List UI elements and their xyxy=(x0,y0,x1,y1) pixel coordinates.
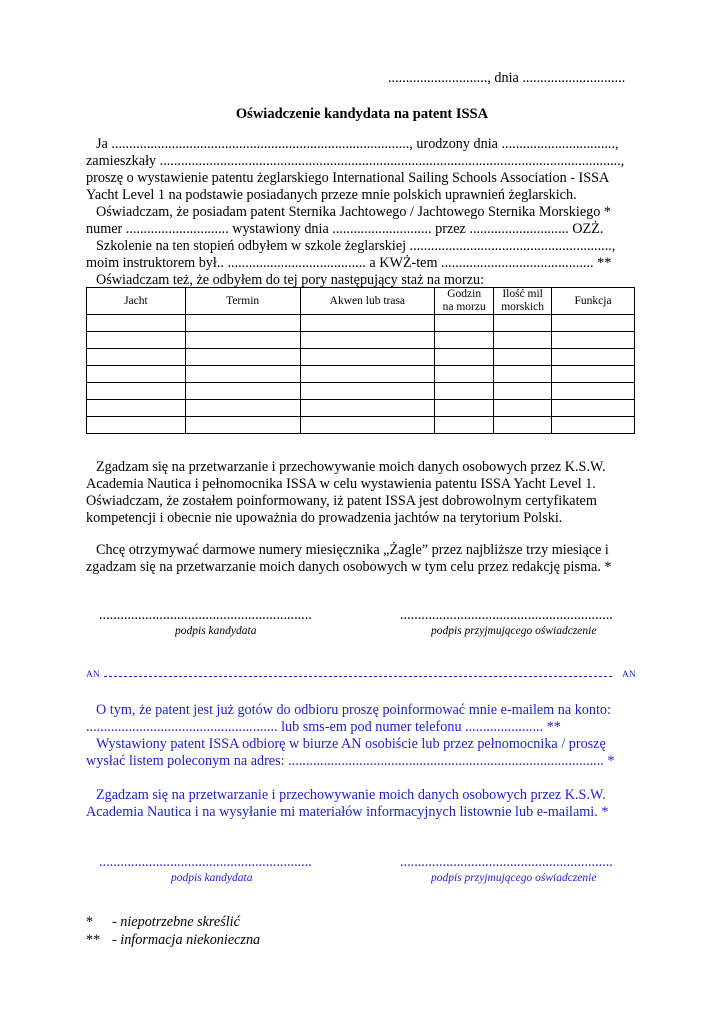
declaration-line-7: Szkolenie na ten stopień odbyłem w szkole żeglarskiej ........................................................., xyxy=(96,238,616,254)
signature-line-candidate-2[interactable]: ............................................................ xyxy=(99,854,312,870)
table-row xyxy=(87,417,635,434)
pickup-line-3: Wystawiony patent ISSA odbiorę w biurze AN osobiście lub przez pełnomocnika / proszę xyxy=(96,736,606,752)
header-mil: Ilość mil morskich xyxy=(494,288,552,315)
header-godzin: Godzin na morzu xyxy=(435,288,494,315)
signature-line-receiver-2[interactable]: ............................................................ xyxy=(400,854,613,870)
signature-line-candidate[interactable]: ............................................................ xyxy=(99,607,312,623)
footnote-1-mark: * xyxy=(86,914,94,930)
table-row xyxy=(87,383,635,400)
page-title: Oświadczenie kandydata na patent ISSA xyxy=(235,106,489,122)
signature-label-receiver-2: podpis przyjmującego oświadczenie xyxy=(431,872,597,884)
magazine-line: zgadzam się na przetwarzanie moich danych osobowych w tym celu przez redakcję pisma. * xyxy=(86,559,612,575)
declaration-line-1: Ja ...................................................................................., urodzony dnia ................................, xyxy=(96,136,619,152)
footnote-2-mark: ** xyxy=(86,932,101,948)
declaration-line-5: Oświadczam, że posiadam patent Sternika Jachtowego / Jachtowego Sternika Morskiego * xyxy=(96,204,611,220)
consent-paragraph xyxy=(86,459,635,527)
date-line: ............................, dnia ............................. xyxy=(388,70,626,86)
sea-experience-table xyxy=(86,287,635,434)
declaration-line-4: Yacht Level 1 na podstawie posiadanych przeze mnie polskich uprawnień żeglarskich. xyxy=(86,187,577,203)
footnote-2-text: - informacja niekonieczna xyxy=(112,932,261,948)
table-row xyxy=(87,315,635,332)
pickup-line-4: wysłać listem poleconym na adres: ......................................................................................... * xyxy=(86,753,615,769)
consent-line: Zgadzam się na przetwarzanie i przechowywanie moich danych osobowych przez K.S.W. xyxy=(96,459,606,475)
signature-label-candidate: podpis kandydata xyxy=(175,625,257,637)
pickup-line-1: O tym, że patent jest już gotów do odbioru proszę poinformować mnie e-mailem na konto: xyxy=(96,702,611,718)
an-consent-paragraph xyxy=(86,787,635,821)
signature-label-candidate-2: podpis kandydata xyxy=(171,872,253,884)
pickup-line-2: ...................................................... lub sms-em pod numer telefonu ...................... ** xyxy=(86,719,561,735)
consent-line: Academia Nautica i pełnomocnika ISSA w celu wystawienia patentu ISSA Yacht Level 1. xyxy=(86,476,596,492)
signature-label-receiver: podpis przyjmującego oświadczenie xyxy=(431,625,597,637)
pickup-info-block xyxy=(86,702,635,770)
header-termin: Termin xyxy=(185,288,300,315)
consent-line: Oświadczam, że zostałem poinformowany, iż patent ISSA jest dobrowolnym certyfikatem xyxy=(86,493,597,509)
table-header-row xyxy=(87,288,635,315)
declaration-line-8: moim instruktorem był.. ....................................... a KWŻ-tem ........................................... ** xyxy=(86,255,612,271)
declaration-line-3: proszę o wystawienie patentu żeglarskiego International Sailing Schools Association - ISSA xyxy=(86,170,610,186)
declaration-line-6: numer ............................. wystawiony dnia ............................ przez ............................ OZŻ. xyxy=(86,221,604,237)
magazine-paragraph xyxy=(86,542,635,576)
header-jacht: Jacht xyxy=(87,288,186,315)
table-row xyxy=(87,400,635,417)
an-consent-line: Academia Nautica i na wysyłanie mi materiałów informacyjnych listownie lub e-mailami. * xyxy=(86,804,609,820)
header-akwen: Akwen lub trasa xyxy=(300,288,435,315)
table-row xyxy=(87,332,635,349)
an-marker-left: AN xyxy=(86,670,100,680)
magazine-line: Chcę otrzymywać darmowe numery miesięcznika „Żagle” przez najbliższe trzy miesiące i xyxy=(96,542,609,558)
footnote-1-text: - niepotrzebne skreślić xyxy=(112,914,240,930)
header-funkcja: Funkcja xyxy=(552,288,635,315)
table-row xyxy=(87,349,635,366)
signature-line-receiver[interactable]: ............................................................ xyxy=(400,607,613,623)
an-marker-right: AN xyxy=(622,670,636,680)
an-consent-line: Zgadzam się na przetwarzanie i przechowywanie moich danych osobowych przez K.S.W. xyxy=(96,787,606,803)
declaration-line-9: Oświadczam też, że odbyłem do tej pory następujący staż na morzu: xyxy=(96,272,485,288)
declaration-line-2: zamieszkały .................................................................................................................................., xyxy=(86,153,625,169)
table-row xyxy=(87,366,635,383)
cut-line-divider xyxy=(104,676,612,677)
declaration-block xyxy=(86,136,635,289)
consent-line: kompetencji i obecnie nie upoważnia do prowadzenia jachtów na terytorium Polski. xyxy=(86,510,563,526)
